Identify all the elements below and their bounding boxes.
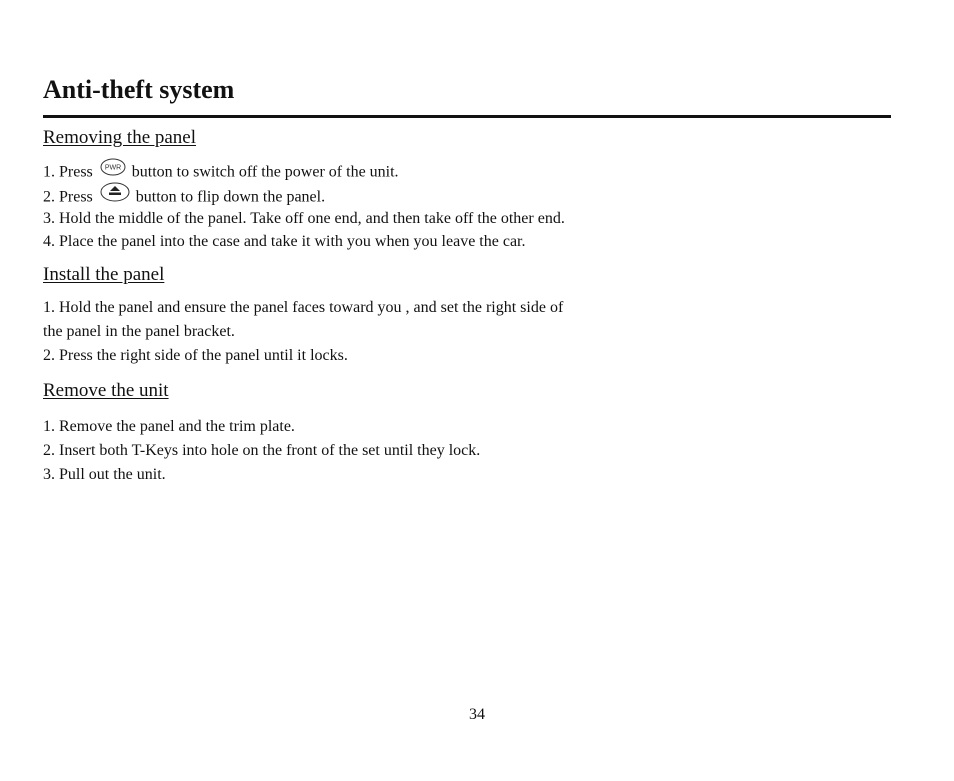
- pwr-icon-label: PWR: [104, 164, 121, 172]
- page-title: Anti-theft system: [43, 75, 235, 104]
- install-panel-step-1-line-1: 1. Hold the panel and ensure the panel faces toward you , and set the right side of: [43, 299, 564, 316]
- step-1-prefix: 1. Press: [43, 163, 93, 181]
- section-heading-removing-panel: Removing the panel: [43, 127, 197, 148]
- install-panel-step-2: 2. Press the right side of the panel until it locks.: [43, 347, 348, 364]
- removing-panel-step-2: [43, 185, 325, 211]
- section-heading-remove-unit: Remove the unit: [43, 380, 169, 401]
- removing-panel-step-3: 3. Hold the middle of the panel. Take off one end, and then take off the other end.: [43, 210, 565, 227]
- step-1-suffix: button to switch off the power of the unit.: [131, 163, 399, 181]
- remove-unit-step-3: 3. Pull out the unit.: [43, 466, 166, 483]
- page-number: 34: [469, 706, 485, 723]
- removing-panel-step-4: 4. Place the panel into the case and take it with you when you leave the car.: [43, 233, 526, 250]
- step-2-suffix: button to flip down the panel.: [135, 188, 326, 206]
- title-divider: [43, 115, 891, 118]
- section-heading-install-panel: Install the panel: [43, 264, 165, 285]
- install-panel-step-1-line-2: the panel in the panel bracket.: [43, 323, 235, 340]
- removing-panel-step-1: [43, 161, 399, 185]
- remove-unit-step-2: 2. Insert both T-Keys into hole on the front of the set until they lock.: [43, 442, 481, 459]
- eject-button-icon: [100, 182, 130, 208]
- pwr-button-icon: [100, 158, 126, 182]
- step-2-prefix: 2. Press: [43, 188, 93, 206]
- remove-unit-step-1: 1. Remove the panel and the trim plate.: [43, 418, 295, 435]
